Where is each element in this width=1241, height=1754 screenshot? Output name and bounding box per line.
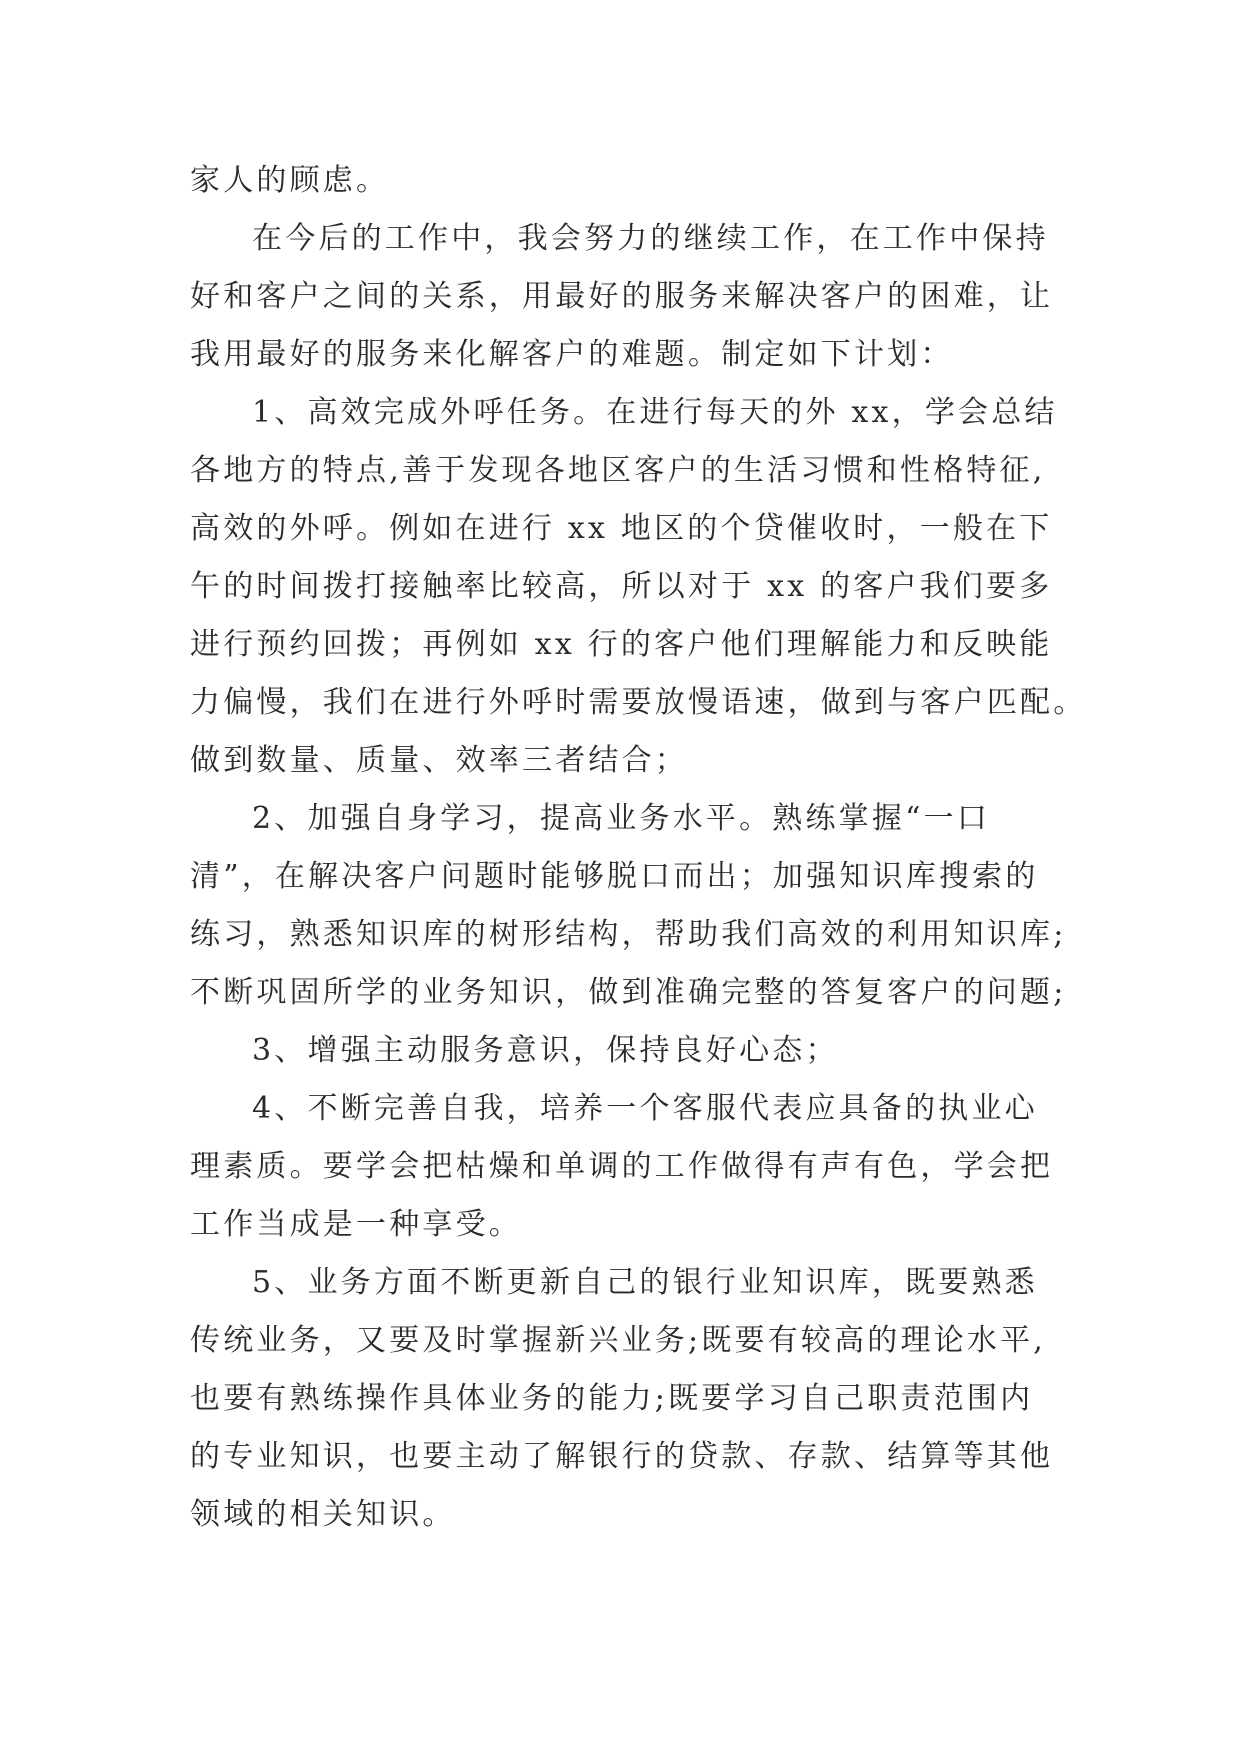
- text-line: 的专业知识，也要主动了解银行的贷款、存款、结算等其他: [190, 1439, 1054, 1474]
- text-line: 午的时间拨打接触率比较高，所以对于 xx 的客户我们要多: [190, 569, 1053, 604]
- text-line: 领域的相关知识。: [190, 1497, 456, 1532]
- text-line: 力偏慢，我们在进行外呼时需要放慢语速，做到与客户匹配。: [190, 685, 1087, 720]
- text-line: 理素质。要学会把枯燥和单调的工作做得有声有色，学会把: [190, 1149, 1054, 1184]
- list-item-1-start: 1、高效完成外呼任务。在进行每天的外 xx，学会总结: [252, 395, 1058, 430]
- text-line: 也要有熟练操作具体业务的能力;既要学习自己职责范围内: [190, 1381, 1034, 1416]
- text-line: 高效的外呼。例如在进行 xx 地区的个贷催收时，一般在下: [190, 511, 1053, 546]
- list-item-2-start: 2、加强自身学习，提高业务水平。熟练掌握“一口: [252, 801, 991, 836]
- text-line: 不断巩固所学的业务知识，做到准确完整的答复客户的问题;: [190, 975, 1067, 1010]
- text-line: 家人的顾虑。: [190, 163, 390, 198]
- text-line: 好和客户之间的关系，用最好的服务来解决客户的困难，让: [190, 279, 1054, 314]
- text-line: 进行预约回拨；再例如 xx 行的客户他们理解能力和反映能: [190, 627, 1053, 662]
- text-line: 传统业务，又要及时掌握新兴业务;既要有较高的理论水平,: [190, 1323, 1047, 1358]
- list-item-5-start: 5、业务方面不断更新自己的银行业知识库，既要熟悉: [252, 1265, 1038, 1300]
- paragraph-start-line: 在今后的工作中，我会努力的继续工作，在工作中保持: [252, 221, 1049, 256]
- text-line: 各地方的特点,善于发现各地区客户的生活习惯和性格特征,: [190, 453, 1046, 488]
- list-item-4-start: 4、不断完善自我，培养一个客服代表应具备的执业心: [252, 1091, 1038, 1126]
- list-item-3: 3、增强主动服务意识，保持良好心态；: [252, 1033, 839, 1068]
- text-line: 做到数量、质量、效率三者结合；: [190, 743, 688, 778]
- text-line: 练习，熟悉知识库的树形结构，帮助我们高效的利用知识库;: [190, 917, 1067, 952]
- document-body: [190, 152, 1087, 1544]
- text-line: 清”，在解决客户问题时能够脱口而出；加强知识库搜索的: [190, 859, 1039, 894]
- text-line: 我用最好的服务来化解客户的难题。制定如下计划：: [190, 337, 954, 372]
- text-line: 工作当成是一种享受。: [190, 1207, 522, 1242]
